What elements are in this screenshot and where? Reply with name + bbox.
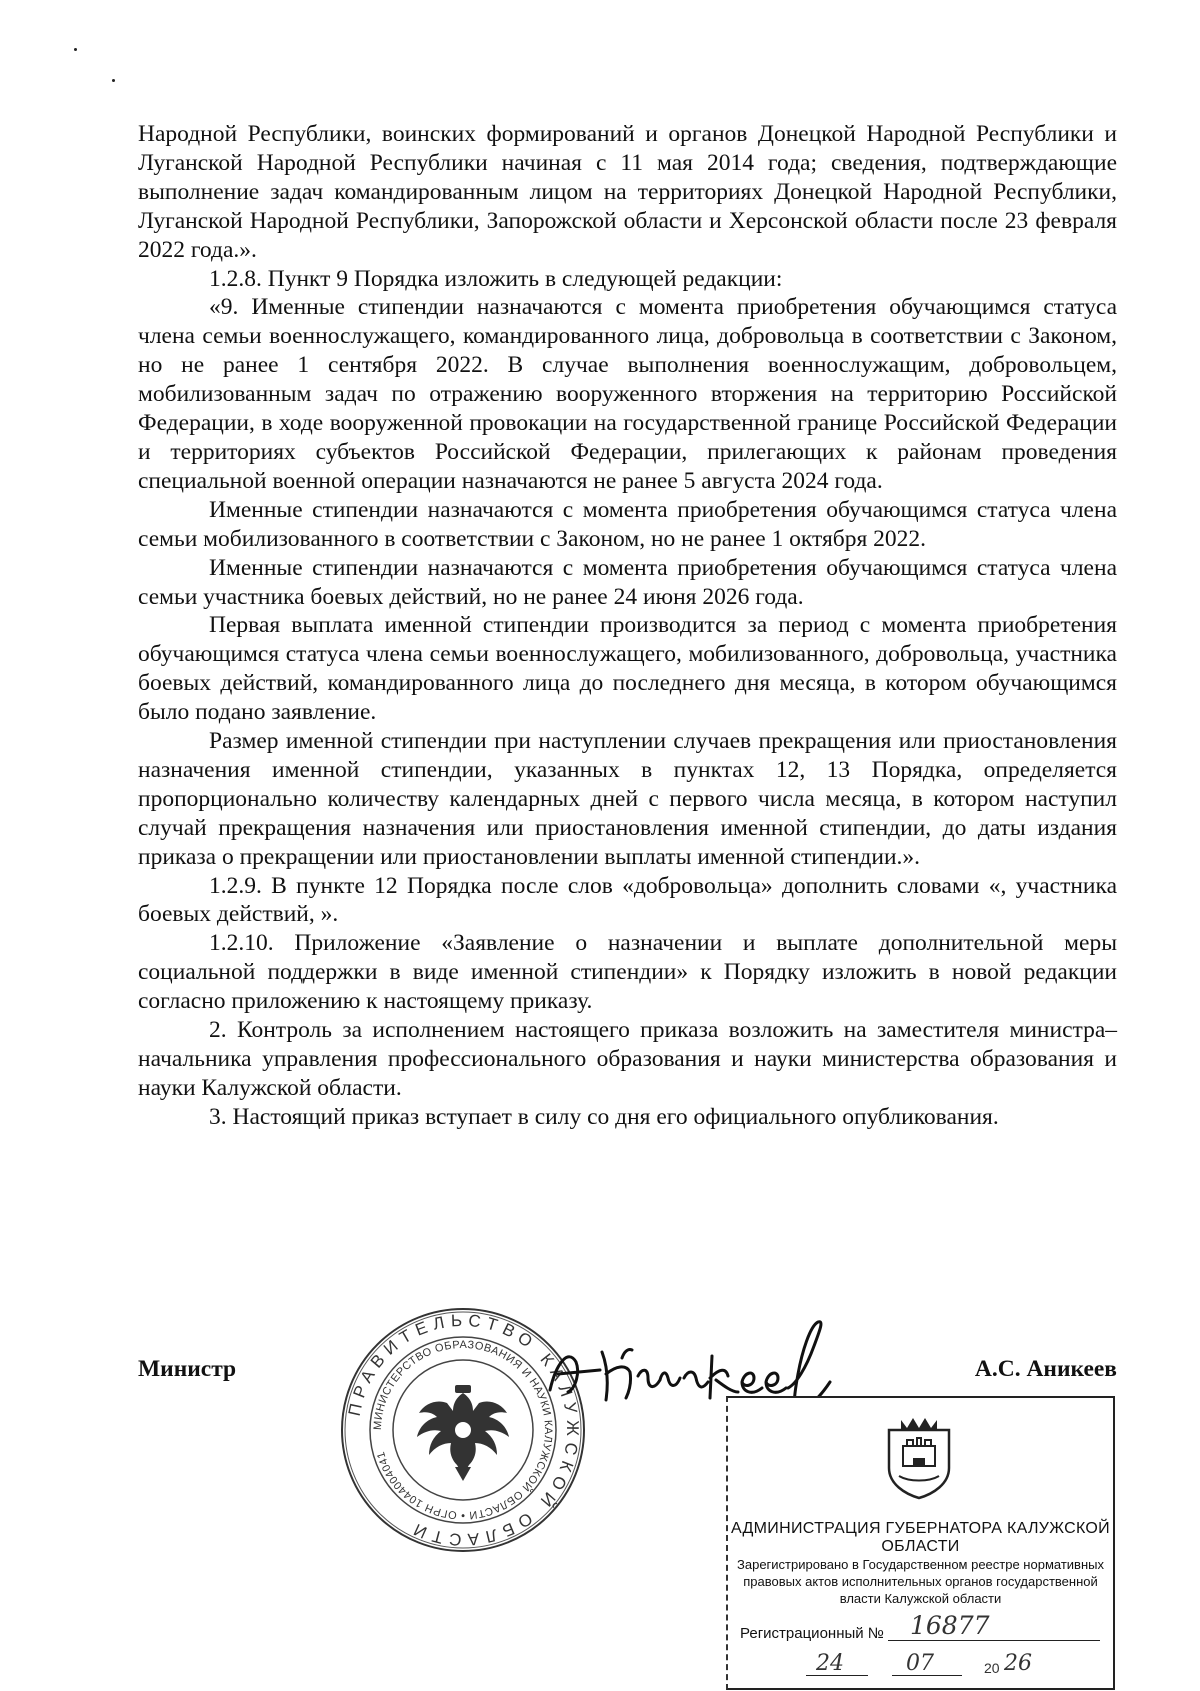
document-body xyxy=(138,120,1117,1132)
date-year-prefix: 20 xyxy=(984,1660,1000,1676)
svg-text:ПРАВИТЕЛЬСТВО КАЛУЖСКОЙ ОБЛАСТ: ПРАВИТЕЛЬСТВО КАЛУЖСКОЙ ОБЛАСТИ xyxy=(344,1310,583,1550)
stamp-organization: АДМИНИСТРАЦИЯ ГУБЕРНАТОРА КАЛУЖСКОЙ ОБЛАСТИ xyxy=(731,1520,1110,1555)
svg-text:МИНИСТЕРСТВО ОБРАЗОВАНИЯ И НАУ: МИНИСТЕРСТВО ОБРАЗОВАНИЯ И НАУКИ КАЛУЖСКОЙ ОБЛАСТИ • ОГРН 1044004041 xyxy=(371,1338,555,1522)
paragraph: Народной Республики, воинских формирований и органов Донецкой Народной Республики и Луганской Народной Республики начиная с 11 мая 2014 года; сведения, подтверждающие выполнение задач командированным лицом на территориях Донецкой Народной Республики, Луганской Народной Республики, Запорожской области и Херсонской области после 23 февраля 2022 года.». xyxy=(138,121,1117,263)
stamp-registration-date xyxy=(788,1650,1088,1680)
date-month: 07 xyxy=(906,1651,934,1676)
paragraph: Именные стипендии назначаются с момента приобретения обучающимся статуса члена семьи мобилизованного в соответствии с Законом, но не ранее 1 октября 2022. xyxy=(138,496,1117,552)
eagle-emblem-icon xyxy=(417,1385,509,1481)
paragraph: «9. Именные стипендии назначаются с момента приобретения обучающимся статуса члена семьи военнослужащего, командированного лица, добровольца в соответствии с Законом, но не ранее 1 сентября 2022. В случае выполнения военнослужащим, добровольцем, мобилизованным задач по отражению вооруженного вторжения на территорию Российской Федерации, в ходе вооруженной провокации на государственной границе Российской Федерации и территориях субъектов Российской Федерации, прилегающих к районам проведения специальной военной операции назначаются не ранее 5 августа 2024 года. xyxy=(138,294,1117,494)
registration-number-value: 16877 xyxy=(910,1611,990,1640)
stamp-registration-number-row xyxy=(740,1611,1100,1646)
registration-number-line xyxy=(888,1640,1100,1641)
registration-number-label: Регистрационный № xyxy=(740,1625,884,1642)
scan-speck xyxy=(112,79,115,82)
paragraph: 1.2.8. Пункт 9 Порядка изложить в следующей редакции: xyxy=(209,265,783,292)
date-day: 24 xyxy=(816,1651,844,1676)
date-year-suffix: 26 xyxy=(1004,1651,1032,1676)
paragraph: Первая выплата именной стипендии производится за период с момента приобретения обучающимся статуса члена семьи военнослужащего, мобилизованного, добровольца, участника боевых действий, командированного лица до последнего дня месяца, в котором обучающимся было подано заявление. xyxy=(138,612,1117,726)
registration-stamp xyxy=(726,1396,1115,1690)
paragraph: 1.2.10. Приложение «Заявление о назначении и выплате дополнительной меры социальной поддержки в виде именной стипендии» к Порядку изложить в новой редакции согласно приложению к настоящему приказу. xyxy=(138,930,1117,1015)
signatory-position: Министр xyxy=(138,1356,237,1382)
paragraph: 1.2.9. В пункте 12 Порядка после слов «добровольца» дополнить словами «, участника боевых действий, ». xyxy=(138,872,1117,928)
paragraph: Именные стипендии назначаются с момента приобретения обучающимся статуса члена семьи участника боевых действий, но не ранее 24 июня 2026 года. xyxy=(138,554,1117,610)
signatory-name: А.С. Аникеев xyxy=(974,1356,1117,1382)
paragraph: Размер именной стипендии при наступлении случаев прекращения или приостановления назначения именной стипендии, указанных в пунктах 12, 13 Порядка, определяется пропорционально количеству календарных дней с первого числа месяца, в котором наступил случай прекращения назначения или приостановления именной стипендии, до даты издания приказа о прекращении или приостановлении выплаты именной стипендии.». xyxy=(138,728,1117,870)
coat-of-arms-icon xyxy=(883,1416,955,1500)
paragraph: 2. Контроль за исполнением настоящего приказа возложить на заместителя министра–начальника управления профессионального образования и науки министерства образования и науки Калужской области. xyxy=(138,1017,1117,1101)
stamp-registration-note: Зарегистрировано в Государственном реестре нормативных правовых актов исполнительных органов государственной власти Калужской области xyxy=(737,1557,1104,1606)
paragraph: 3. Настоящий приказ вступает в силу со дня его официального опубликования. xyxy=(209,1103,999,1130)
scan-speck xyxy=(74,48,77,51)
